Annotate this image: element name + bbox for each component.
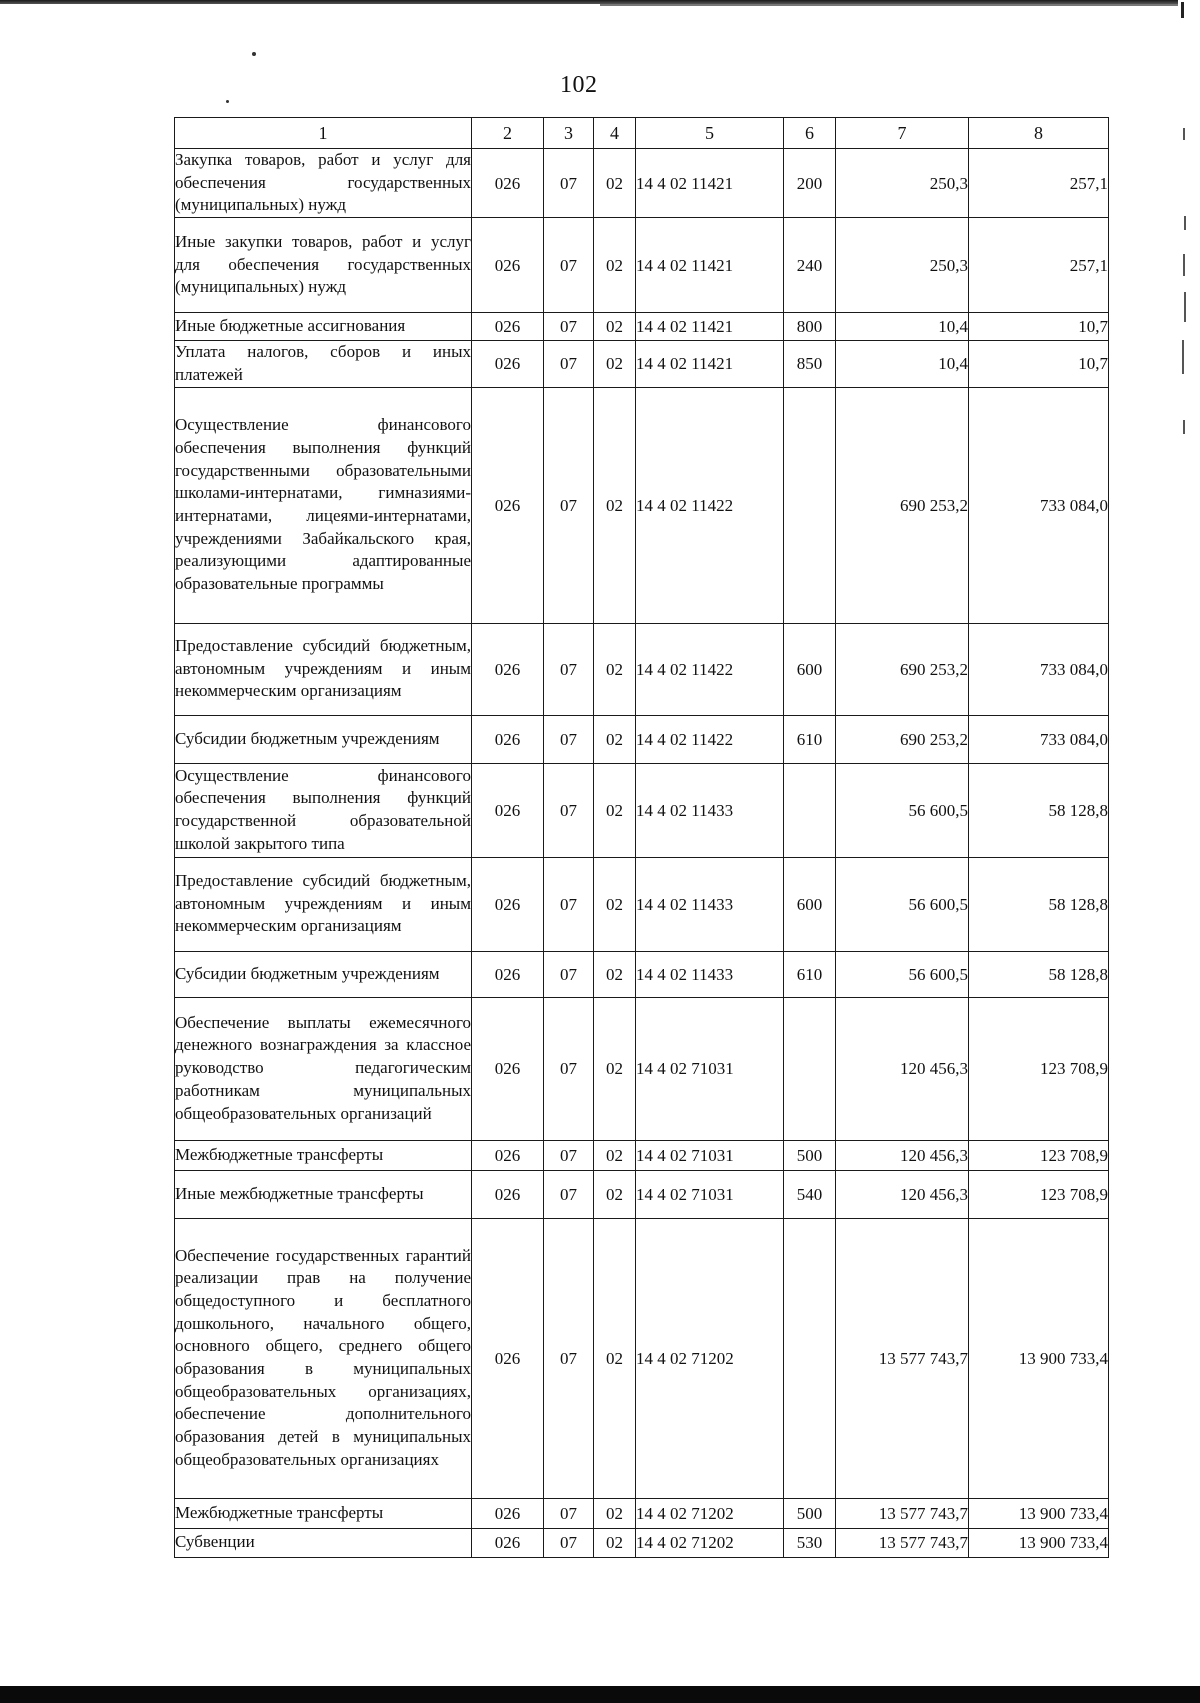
subsection-code: 02	[594, 1528, 636, 1557]
row-name: Осуществление финансового обеспечения выполнения функций государственными образовательными школами-интернатами, гимназиями-интернатами, лицеями-интернатами, учреждениями Забайкальского края, реализующими адаптированные образовательные программы	[175, 387, 472, 623]
section-code: 07	[544, 857, 594, 951]
ministry-code: 026	[472, 857, 544, 951]
amount-col8: 58 128,8	[969, 857, 1109, 951]
column-header: 5	[636, 118, 784, 149]
expense-type-code	[784, 1218, 836, 1498]
amount-col8: 13 900 733,4	[969, 1218, 1109, 1498]
expense-type-code: 240	[784, 218, 836, 313]
ministry-code: 026	[472, 387, 544, 623]
row-name: Предоставление субсидий бюджетным, автономным учреждениям и иным некоммерческим организациям	[175, 857, 472, 951]
subsection-code: 02	[594, 1170, 636, 1218]
amount-col8: 10,7	[969, 341, 1109, 387]
section-code: 07	[544, 715, 594, 763]
row-name: Уплата налогов, сборов и иных платежей	[175, 341, 472, 387]
expense-type-code: 610	[784, 715, 836, 763]
amount-col7: 120 456,3	[836, 1140, 969, 1170]
target-article-code: 14 4 02 11421	[636, 149, 784, 218]
row-name: Субсидии бюджетным учреждениям	[175, 951, 472, 997]
budget-table	[174, 117, 1109, 1558]
subsection-code: 02	[594, 997, 636, 1140]
amount-col8: 13 900 733,4	[969, 1528, 1109, 1557]
column-header: 6	[784, 118, 836, 149]
expense-type-code	[784, 763, 836, 857]
section-code: 07	[544, 1528, 594, 1557]
ministry-code: 026	[472, 1498, 544, 1528]
amount-col8: 733 084,0	[969, 387, 1109, 623]
table-row	[175, 715, 1109, 763]
subsection-code: 02	[594, 218, 636, 313]
subsection-code: 02	[594, 715, 636, 763]
column-header: 8	[969, 118, 1109, 149]
ministry-code: 026	[472, 1140, 544, 1170]
row-name: Предоставление субсидий бюджетным, автономным учреждениям и иным некоммерческим организациям	[175, 623, 472, 715]
ministry-code: 026	[472, 623, 544, 715]
amount-col7: 10,4	[836, 341, 969, 387]
section-code: 07	[544, 763, 594, 857]
column-header: 2	[472, 118, 544, 149]
target-article-code: 14 4 02 11433	[636, 857, 784, 951]
scan-speck	[226, 100, 229, 103]
ministry-code: 026	[472, 341, 544, 387]
row-name: Субвенции	[175, 1528, 472, 1557]
amount-col7: 250,3	[836, 149, 969, 218]
expense-type-code: 850	[784, 341, 836, 387]
table-row	[175, 857, 1109, 951]
target-article-code: 14 4 02 11433	[636, 763, 784, 857]
target-article-code: 14 4 02 71202	[636, 1218, 784, 1498]
section-code: 07	[544, 1140, 594, 1170]
row-name: Иные бюджетные ассигнования	[175, 313, 472, 341]
amount-col7: 250,3	[836, 218, 969, 313]
target-article-code: 14 4 02 71202	[636, 1528, 784, 1557]
section-code: 07	[544, 341, 594, 387]
amount-col8: 123 708,9	[969, 1140, 1109, 1170]
amount-col7: 120 456,3	[836, 997, 969, 1140]
subsection-code: 02	[594, 763, 636, 857]
expense-type-code: 600	[784, 623, 836, 715]
section-code: 07	[544, 218, 594, 313]
amount-col7: 690 253,2	[836, 387, 969, 623]
section-code: 07	[544, 387, 594, 623]
section-code: 07	[544, 1498, 594, 1528]
expense-type-code: 500	[784, 1140, 836, 1170]
amount-col8: 123 708,9	[969, 997, 1109, 1140]
amount-col7: 690 253,2	[836, 623, 969, 715]
ministry-code: 026	[472, 997, 544, 1140]
table-row	[175, 341, 1109, 387]
column-header: 1	[175, 118, 472, 149]
section-code: 07	[544, 623, 594, 715]
expense-type-code: 600	[784, 857, 836, 951]
amount-col8: 58 128,8	[969, 763, 1109, 857]
row-name: Иные межбюджетные трансферты	[175, 1170, 472, 1218]
subsection-code: 02	[594, 149, 636, 218]
table-row	[175, 387, 1109, 623]
amount-col8: 10,7	[969, 313, 1109, 341]
margin-mark	[1182, 340, 1184, 374]
subsection-code: 02	[594, 341, 636, 387]
amount-col8: 733 084,0	[969, 715, 1109, 763]
table-row	[175, 1498, 1109, 1528]
row-name: Обеспечение государственных гарантий реализации прав на получение общедоступного и бесплатного дошкольного, начального общего, основного общего, среднего общего образования в муниципальных общеобразовательных организациях, обеспечение дополнительного образования детей в муниципальных общеобразовательных организациях	[175, 1218, 472, 1498]
amount-col8: 58 128,8	[969, 951, 1109, 997]
ministry-code: 026	[472, 951, 544, 997]
column-header: 3	[544, 118, 594, 149]
margin-mark	[1183, 254, 1185, 276]
scan-border-top-tail	[600, 4, 1178, 6]
section-code: 07	[544, 951, 594, 997]
target-article-code: 14 4 02 11422	[636, 387, 784, 623]
ministry-code: 026	[472, 1170, 544, 1218]
margin-mark	[1183, 128, 1185, 140]
amount-col8: 733 084,0	[969, 623, 1109, 715]
expense-type-code	[784, 387, 836, 623]
amount-col7: 13 577 743,7	[836, 1498, 969, 1528]
row-name: Иные закупки товаров, работ и услуг для обеспечения государственных (муниципальных) нужд	[175, 218, 472, 313]
section-code: 07	[544, 997, 594, 1140]
amount-col8: 123 708,9	[969, 1170, 1109, 1218]
expense-type-code: 200	[784, 149, 836, 218]
amount-col7: 13 577 743,7	[836, 1218, 969, 1498]
target-article-code: 14 4 02 71031	[636, 1170, 784, 1218]
target-article-code: 14 4 02 71202	[636, 1498, 784, 1528]
table-row	[175, 1528, 1109, 1557]
amount-col8: 257,1	[969, 149, 1109, 218]
subsection-code: 02	[594, 313, 636, 341]
scan-border-bottom	[0, 1686, 1200, 1703]
table-row	[175, 1170, 1109, 1218]
subsection-code: 02	[594, 623, 636, 715]
amount-col7: 56 600,5	[836, 763, 969, 857]
table-row	[175, 763, 1109, 857]
target-article-code: 14 4 02 11422	[636, 623, 784, 715]
expense-type-code: 540	[784, 1170, 836, 1218]
scan-speck	[252, 52, 256, 56]
ministry-code: 026	[472, 715, 544, 763]
subsection-code: 02	[594, 951, 636, 997]
expense-type-code	[784, 997, 836, 1140]
expense-type-code: 500	[784, 1498, 836, 1528]
expense-type-code: 530	[784, 1528, 836, 1557]
amount-col7: 120 456,3	[836, 1170, 969, 1218]
ministry-code: 026	[472, 313, 544, 341]
section-code: 07	[544, 313, 594, 341]
expense-type-code: 610	[784, 951, 836, 997]
table-row	[175, 623, 1109, 715]
subsection-code: 02	[594, 857, 636, 951]
row-name: Межбюджетные трансферты	[175, 1498, 472, 1528]
amount-col7: 690 253,2	[836, 715, 969, 763]
target-article-code: 14 4 02 11421	[636, 313, 784, 341]
expense-type-code: 800	[784, 313, 836, 341]
table-row	[175, 149, 1109, 218]
section-code: 07	[544, 149, 594, 218]
target-article-code: 14 4 02 71031	[636, 997, 784, 1140]
ministry-code: 026	[472, 218, 544, 313]
column-header: 7	[836, 118, 969, 149]
ministry-code: 026	[472, 1528, 544, 1557]
table-row	[175, 313, 1109, 341]
amount-col7: 13 577 743,7	[836, 1528, 969, 1557]
amount-col8: 257,1	[969, 218, 1109, 313]
table-row	[175, 951, 1109, 997]
target-article-code: 14 4 02 11433	[636, 951, 784, 997]
row-name: Осуществление финансового обеспечения выполнения функций государственной образовательной школой закрытого типа	[175, 763, 472, 857]
target-article-code: 14 4 02 11421	[636, 341, 784, 387]
row-name: Межбюджетные трансферты	[175, 1140, 472, 1170]
row-name: Закупка товаров, работ и услуг для обеспечения государственных (муниципальных) нужд	[175, 149, 472, 218]
target-article-code: 14 4 02 11421	[636, 218, 784, 313]
table-row	[175, 1140, 1109, 1170]
section-code: 07	[544, 1170, 594, 1218]
subsection-code: 02	[594, 387, 636, 623]
ministry-code: 026	[472, 1218, 544, 1498]
table-row	[175, 218, 1109, 313]
subsection-code: 02	[594, 1498, 636, 1528]
target-article-code: 14 4 02 11422	[636, 715, 784, 763]
amount-col7: 56 600,5	[836, 951, 969, 997]
table-row	[175, 1218, 1109, 1498]
column-header: 4	[594, 118, 636, 149]
margin-mark	[1183, 420, 1185, 434]
ministry-code: 026	[472, 149, 544, 218]
subsection-code: 02	[594, 1140, 636, 1170]
row-name: Обеспечение выплаты ежемесячного денежного вознаграждения за классное руководство педагогическим работникам муниципальных общеобразовательных организаций	[175, 997, 472, 1140]
amount-col8: 13 900 733,4	[969, 1498, 1109, 1528]
table-header-row	[175, 118, 1109, 149]
scan-corner-mark	[1181, 2, 1184, 18]
amount-col7: 56 600,5	[836, 857, 969, 951]
margin-mark	[1184, 292, 1186, 322]
page-number: 102	[560, 72, 598, 98]
target-article-code: 14 4 02 71031	[636, 1140, 784, 1170]
ministry-code: 026	[472, 763, 544, 857]
amount-col7: 10,4	[836, 313, 969, 341]
margin-mark	[1184, 216, 1186, 230]
table-row	[175, 997, 1109, 1140]
subsection-code: 02	[594, 1218, 636, 1498]
section-code: 07	[544, 1218, 594, 1498]
row-name: Субсидии бюджетным учреждениям	[175, 715, 472, 763]
